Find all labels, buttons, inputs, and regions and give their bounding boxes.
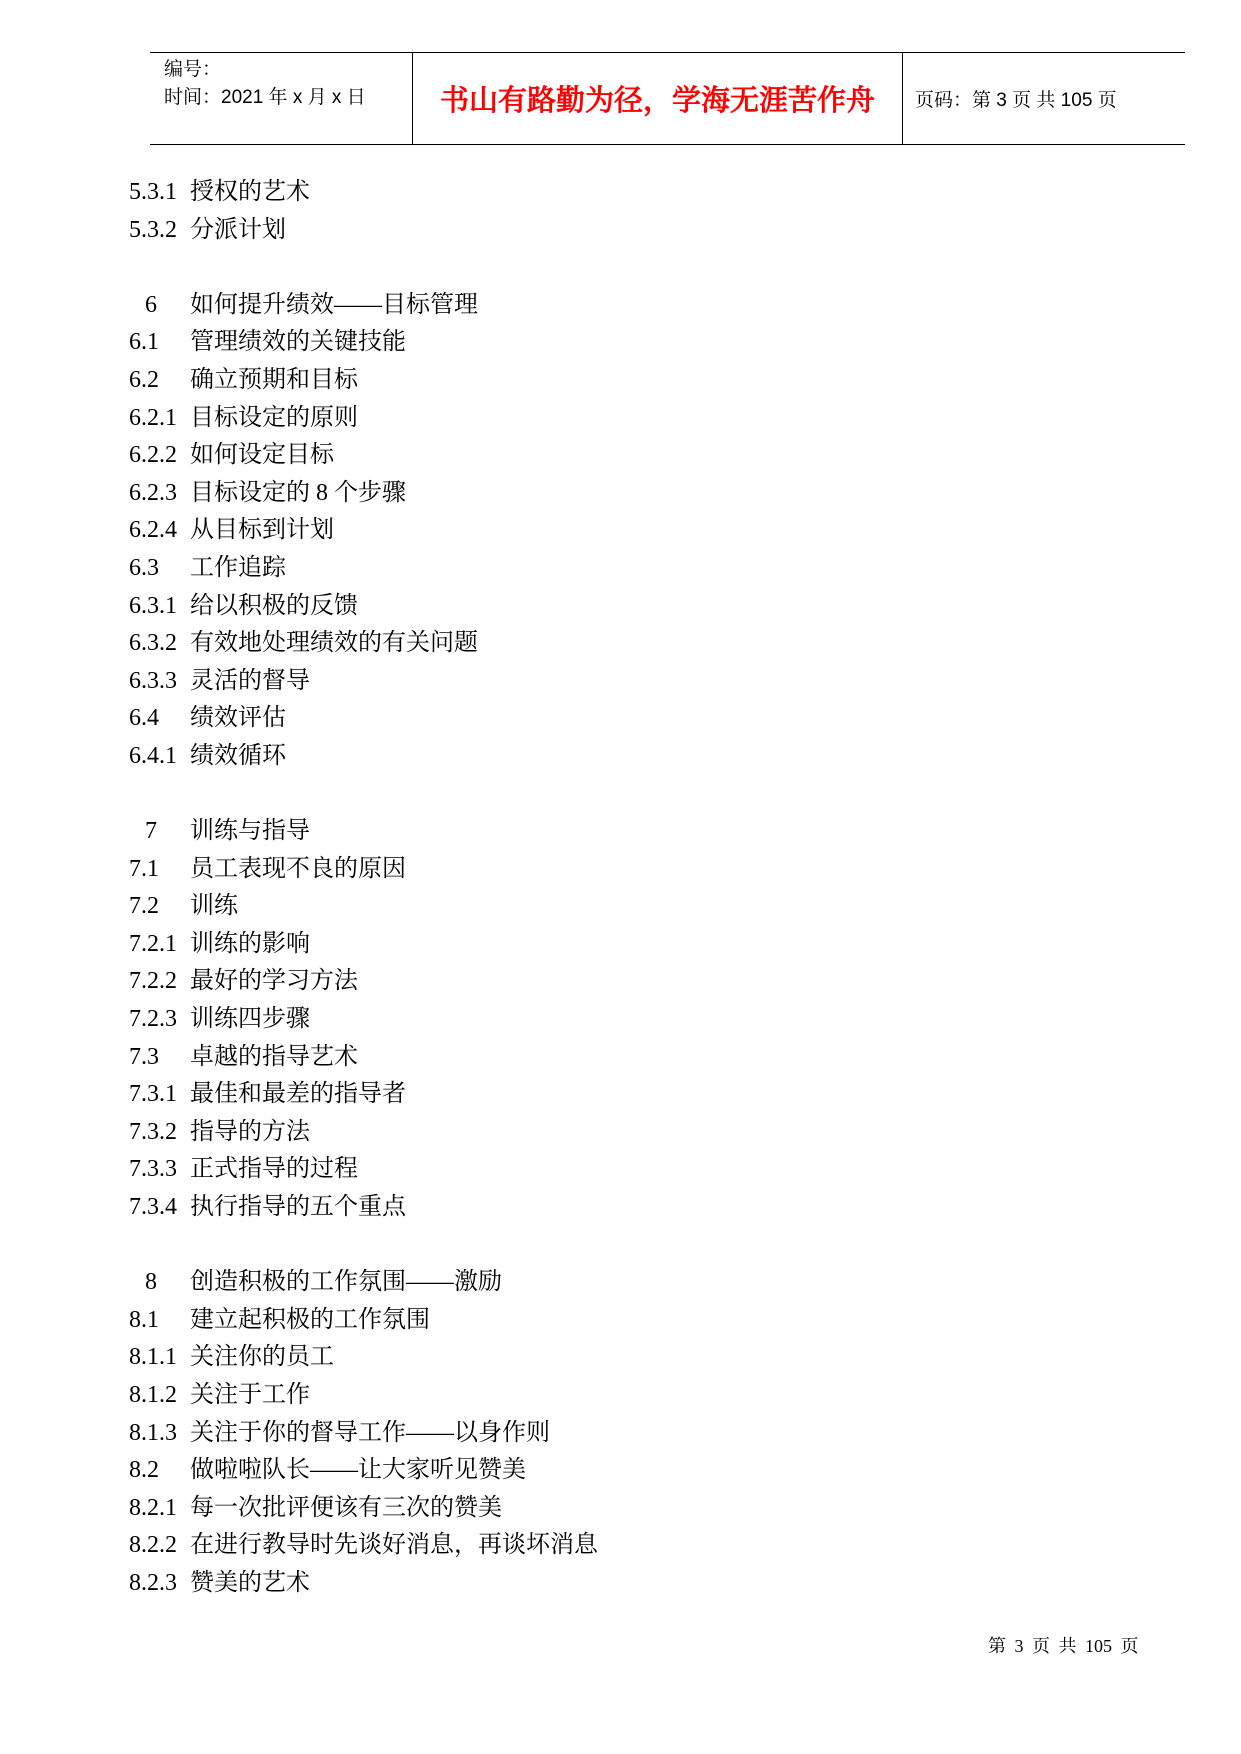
footer-page-info: 第 3 页 共 105 页 [988,1636,1139,1656]
toc-entry [129,362,1129,400]
toc-entry-title: 执行指导的五个重点 [190,1194,406,1221]
toc-entry-title: 做啦啦队长——让大家听见赞美 [190,1457,526,1484]
toc-entry-number: 8.2 [129,1457,159,1484]
toc-entry [129,1039,1129,1077]
toc-entry [129,324,1129,362]
toc-entry-title: 最佳和最差的指导者 [190,1081,406,1108]
toc-entry [129,1452,1129,1490]
toc-entry-number: 8.1.1 [129,1344,177,1371]
toc-entry-title: 最好的学习方法 [190,968,358,995]
toc-entry-title: 目标设定的原则 [190,404,358,431]
toc-entry-number: 7.2.2 [129,968,177,995]
toc-group [129,174,1129,249]
toc-entry [129,1001,1129,1039]
toc-entry [129,1377,1129,1415]
toc-entry-title: 赞美的艺术 [190,1569,310,1596]
toc-entry [129,926,1129,964]
toc-entry-title: 训练的影响 [190,930,310,957]
toc-entry [129,400,1129,438]
toc-entry-title: 员工表现不良的原因 [190,855,406,882]
header-page-cell [903,53,1185,144]
toc-entry-title: 关注于工作 [190,1382,310,1408]
toc-entry [129,174,1129,212]
toc-group [129,813,1129,1227]
toc-entry-number: 8.2.2 [129,1532,177,1559]
toc-entry-number: 8.1.2 [129,1382,177,1408]
toc-group [129,287,1129,776]
toc-entry-number: 6.3.3 [129,667,177,694]
toc-entry [129,512,1129,550]
toc-entry [129,813,1129,851]
toc-entry-number: 6.3.1 [129,592,177,619]
toc-list [129,174,1129,1603]
toc-entry-number: 6.2.3 [129,479,177,506]
header-motto-cell [412,53,903,144]
toc-entry-title: 训练四步骤 [190,1006,310,1033]
toc-entry-title: 灵活的督导 [190,667,310,694]
toc-entry-number: 7.2 [129,893,159,920]
toc-entry-number: 7.3.4 [129,1194,177,1221]
toc-entry-title: 分派计划 [190,216,286,243]
toc-entry-number: 6.1 [129,329,159,356]
toc-entry-number: 7.3.3 [129,1156,177,1183]
header-serial-label: 编号： [164,59,222,80]
page-footer [988,1634,1139,1658]
header-date: 时间：2021 年 x 月 x 日 [164,87,366,108]
toc-entry-title: 授权的艺术 [190,179,310,205]
header-info-cell [150,53,412,144]
toc-entry-title: 在进行教导时先谈好消息，再谈坏消息 [190,1532,598,1559]
toc-entry-number: 8.2.3 [129,1569,177,1596]
toc-entry [129,963,1129,1001]
toc-entry [129,437,1129,475]
toc-entry-title: 有效地处理绩效的有关问题 [190,630,478,657]
toc-entry-number: 5.3.2 [129,216,177,243]
toc-entry-title: 绩效评估 [190,705,286,732]
toc-entry-title: 目标设定的 8 个步骤 [190,479,406,506]
toc-entry-number: 8.2.1 [129,1494,177,1521]
toc-entry-number: 8.1 [129,1306,159,1333]
toc-entry [129,888,1129,926]
toc-entry-title: 给以积极的反馈 [190,592,358,619]
toc-entry-title: 卓越的指导艺术 [190,1043,358,1070]
toc-entry [129,851,1129,889]
toc-entry-number: 7 [145,818,157,845]
toc-entry [129,287,1129,325]
header-motto: 书山有路勤为径，学海无涯苦作舟 [439,85,875,117]
toc-entry [129,663,1129,701]
toc-entry-number: 7.3.1 [129,1081,177,1108]
toc-entry-number: 8 [145,1269,157,1296]
toc-entry-title: 创造积极的工作氛围——激励 [190,1269,502,1296]
toc-entry-title: 管理绩效的关键技能 [190,329,406,356]
toc-entry-title: 训练 [190,893,238,920]
toc-entry-number: 6.4 [129,705,159,732]
toc-entry-number: 7.1 [129,855,159,882]
toc-entry [129,1114,1129,1152]
toc-entry [129,1339,1129,1377]
toc-entry-number: 6.2 [129,366,159,393]
toc-entry-title: 绩效循环 [190,742,286,769]
toc-entry [129,700,1129,738]
toc-entry-number: 7.3 [129,1043,159,1070]
toc-entry-title: 建立起积极的工作氛围 [190,1306,430,1333]
toc-entry-number: 8.1.3 [129,1419,177,1446]
toc-entry-number: 6.2.4 [129,517,177,544]
toc-entry [129,550,1129,588]
toc-entry-number: 6.3.2 [129,630,177,657]
toc-entry-title: 训练与指导 [190,818,310,845]
toc-entry-number: 6.4.1 [129,742,177,769]
toc-entry-title: 工作追踪 [190,554,286,581]
toc-entry [129,1302,1129,1340]
toc-entry-number: 5.3.1 [129,179,177,205]
toc-entry-number: 7.2.3 [129,1006,177,1033]
toc-entry-title: 关注于你的督导工作——以身作则 [190,1419,550,1446]
toc-entry [129,1076,1129,1114]
toc-entry [129,212,1129,250]
toc-entry [129,1565,1129,1603]
toc-entry [129,625,1129,663]
toc-entry [129,1490,1129,1528]
toc-entry-title: 确立预期和目标 [190,366,358,393]
toc-entry-number: 7.2.1 [129,930,177,957]
toc-entry [129,475,1129,513]
toc-entry [129,1189,1129,1227]
toc-entry [129,588,1129,626]
document-header-table [150,52,1185,145]
toc-group [129,1264,1129,1602]
toc-entry-number: 6.2.2 [129,442,177,469]
toc-entry-title: 指导的方法 [190,1118,310,1145]
toc-entry-title: 每一次批评便该有三次的赞美 [190,1494,502,1521]
toc-entry-title: 如何提升绩效——目标管理 [190,291,478,318]
toc-entry [129,1527,1129,1565]
header-page-info: 页码：第 3 页 共 105 页 [915,90,1117,111]
toc-entry [129,738,1129,776]
toc-entry-title: 正式指导的过程 [190,1156,358,1183]
toc-entry [129,1415,1129,1453]
toc-entry-number: 6.2.1 [129,404,177,431]
toc-entry-title: 从目标到计划 [190,517,334,544]
toc-entry-number: 6 [145,291,157,318]
toc-entry [129,1151,1129,1189]
toc-entry-number: 7.3.2 [129,1118,177,1145]
toc-entry-title: 如何设定目标 [190,442,334,469]
toc-entry-number: 6.3 [129,554,159,581]
toc-entry [129,1264,1129,1302]
toc-entry-title: 关注你的员工 [190,1344,334,1371]
